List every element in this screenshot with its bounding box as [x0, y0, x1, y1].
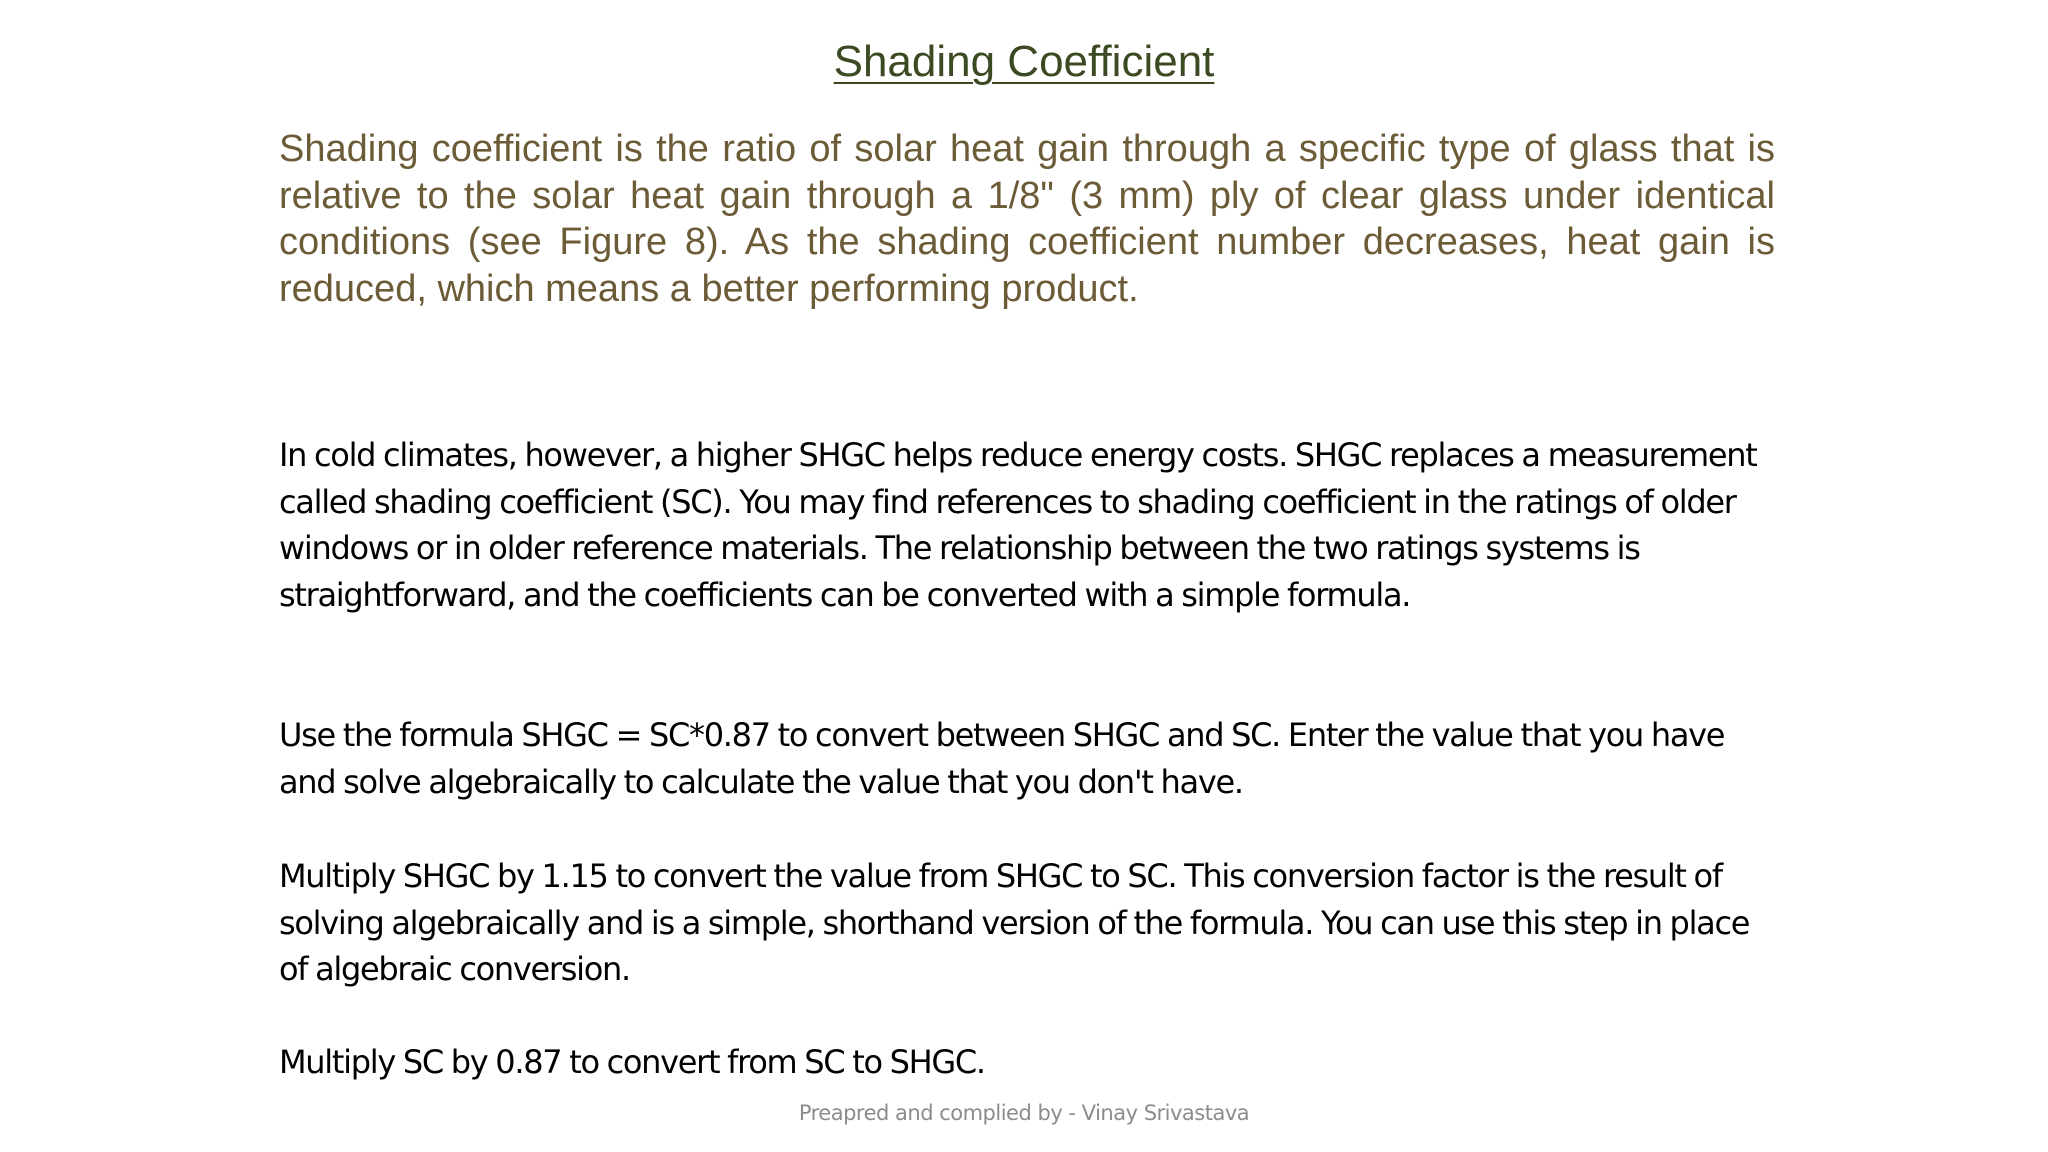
paragraph-formula: Use the formula SHGC = SC*0.87 to convert between SHGC and SC. Enter the value that you have and solve algebraically to calculate the value that you don't have. — [279, 716, 1725, 801]
slide-title-text: Shading Coefficient — [833, 37, 1215, 86]
paragraph-cold-climates: In cold climates, however, a higher SHGC helps reduce energy costs. SHGC replaces a measurement called shading coefficient (SC). You may find references to shading coefficient in the ratings of older windows or in older reference materials. The relationship between the two ratings systems is straightforward, and the coefficients can be converted with a simple formula. — [279, 436, 1757, 614]
footer-credit: Preapred and complied by - Vinay Srivastava — [798, 1101, 1250, 1125]
slide-title — [0, 34, 2048, 90]
paragraph-multiply-shgc: Multiply SHGC by 1.15 to convert the value from SHGC to SC. This conversion factor is the result of solving algebraically and is a simple, shorthand version of the formula. You can use this step in place of algebraic conversion. — [279, 857, 1750, 988]
intro-paragraph: Shading coefficient is the ratio of solar heat gain through a specific type of glass that is relative to the solar heat gain through a 1/8" (3 mm) ply of clear glass under identical conditions (see Figure 8). As the shading coefficient number decreases, heat gain is reduced, which means a better performing product. — [279, 128, 1775, 310]
paragraph-multiply-sc: Multiply SC by 0.87 to convert from SC to SHGC. — [279, 1043, 985, 1081]
